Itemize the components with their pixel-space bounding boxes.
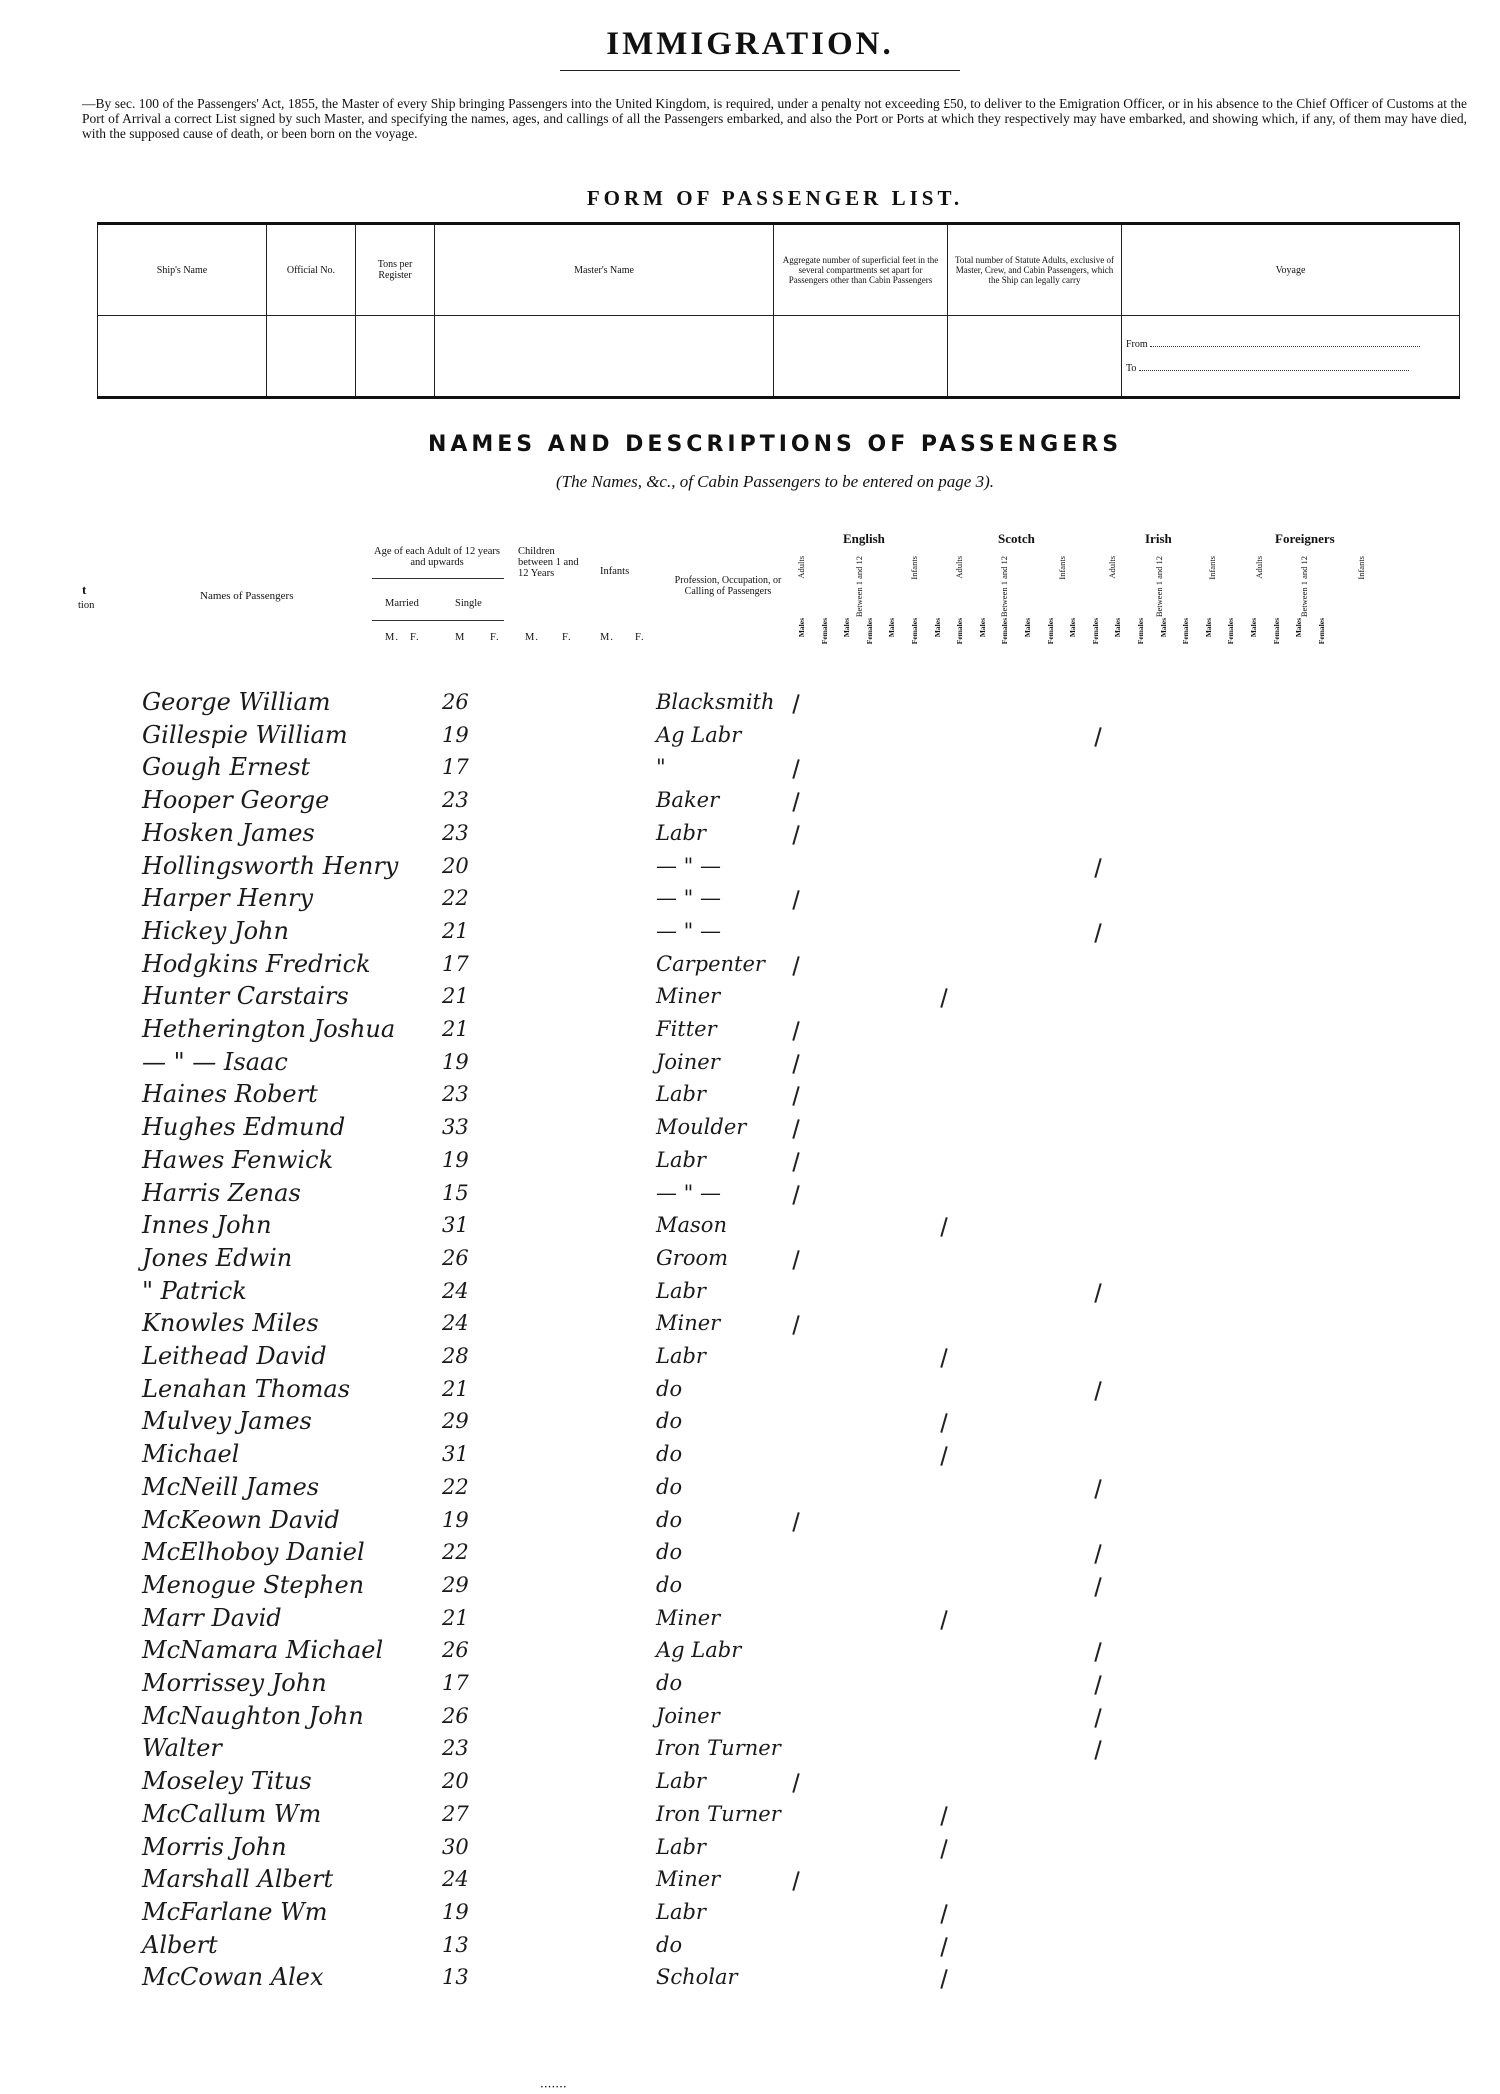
passenger-age: 17: [442, 755, 469, 780]
passenger-occupation: do: [656, 1376, 683, 1401]
nationality-tick-mark: [1094, 1479, 1101, 1499]
passenger-occupation: Labr: [656, 820, 706, 845]
sex-label: Females: [1181, 618, 1191, 645]
mf-infants-m: M.: [600, 632, 614, 643]
mf-children-m: M.: [525, 632, 539, 643]
passenger-occupation: Scholar: [656, 1965, 738, 1990]
passenger-age: 28: [442, 1344, 469, 1368]
scotch-infants: Infants: [1057, 556, 1067, 580]
nationality-tick-mark: [792, 890, 799, 910]
irish-infants: Infants: [1207, 556, 1217, 580]
passenger-age: 17: [442, 951, 469, 976]
statute-adults-cell[interactable]: [948, 316, 1122, 398]
col-tons: Tons per Register: [356, 224, 435, 316]
passenger-name: Innes John: [142, 1211, 272, 1240]
passenger-name: Hughes Edmund: [142, 1113, 346, 1142]
passenger-age: 24: [442, 1311, 469, 1336]
col-children: Children between 1 and 12 Years: [518, 546, 579, 579]
passenger-name: Hooper George: [142, 786, 330, 815]
nationality-tick-mark: [792, 1871, 799, 1891]
ship-details-table: [97, 222, 1460, 399]
col-master-name: Master's Name: [435, 224, 774, 316]
nationality-tick-mark: [1094, 727, 1101, 747]
nationality-tick-mark: [1094, 1577, 1101, 1597]
passenger-name: Gough Ernest: [142, 753, 311, 782]
passengers-section-subtitle: (The Names, &c., of Cabin Passengers to be entered on page 3).: [556, 472, 994, 491]
nationality-tick-mark: [940, 1937, 947, 1957]
passenger-occupation: do: [656, 1507, 683, 1532]
col-infants: Infants: [600, 566, 630, 577]
nationality-tick-mark: [940, 988, 947, 1008]
passenger-occupation: Labr: [656, 1344, 706, 1368]
passenger-name: Haines Robert: [142, 1080, 318, 1109]
passenger-occupation: Labr: [656, 1082, 706, 1107]
passenger-age: 23: [442, 788, 469, 813]
passenger-name: Hodgkins Fredrick: [142, 949, 371, 978]
passenger-occupation: Ag Labr: [656, 1638, 742, 1663]
passenger-occupation: Joiner: [656, 1703, 720, 1728]
col-profession: Profession, Occupation, or Calling of Passengers: [674, 575, 782, 597]
nationality-tick-mark: [792, 1773, 799, 1793]
passenger-occupation: do: [656, 1671, 683, 1695]
english-infants: Infants: [909, 556, 919, 580]
nationality-tick-mark: [1094, 1675, 1101, 1695]
passenger-occupation: — " —: [656, 853, 722, 878]
passenger-name: Hosken James: [142, 818, 315, 847]
passenger-name: McCallum Wm: [142, 1799, 322, 1828]
nationality-tick-mark: [940, 1610, 947, 1630]
nationality-tick-mark: [940, 1904, 947, 1924]
passenger-name: Marshall Albert: [142, 1865, 334, 1894]
passenger-occupation: — " —: [656, 1180, 722, 1205]
nationality-tick-mark: [1094, 1741, 1101, 1761]
passenger-age: 27: [442, 1801, 469, 1826]
sex-label: Males: [887, 618, 897, 638]
sex-label: Males: [1294, 618, 1304, 638]
passenger-name: McNamara Michael: [142, 1636, 384, 1665]
footer-dots: ·······: [540, 2080, 567, 2094]
passenger-name: Gillespie William: [142, 720, 348, 749]
passenger-name: Hickey John: [142, 916, 289, 945]
scotch-adults: Adults: [954, 556, 964, 579]
passenger-age: 21: [442, 1605, 469, 1630]
passenger-occupation: Miner: [656, 1605, 721, 1630]
passenger-age: 19: [442, 1049, 469, 1074]
nationality-tick-mark: [792, 792, 799, 812]
passenger-name: McElhoboy Daniel: [142, 1538, 365, 1567]
passenger-name: Hunter Carstairs: [142, 982, 349, 1011]
passenger-occupation: Carpenter: [656, 951, 765, 976]
group-irish: Irish: [1145, 531, 1172, 546]
nationality-tick-mark: [940, 1806, 947, 1826]
passenger-occupation: Miner: [656, 1311, 721, 1336]
passenger-name: Marr David: [142, 1603, 282, 1632]
passenger-occupation: Labr: [656, 1834, 706, 1859]
passenger-occupation: Labr: [656, 1147, 706, 1172]
col-official-no: Official No.: [267, 224, 356, 316]
passenger-name: Harper Henry: [142, 884, 313, 913]
passenger-name: McFarlane Wm: [142, 1897, 328, 1926]
passenger-occupation: Moulder: [656, 1115, 747, 1140]
sex-label: Males: [797, 618, 806, 638]
passenger-occupation: Labr: [656, 1769, 706, 1794]
col-married: Married: [385, 598, 419, 609]
nationality-tick-mark: [792, 1087, 799, 1107]
passenger-occupation: Miner: [656, 1867, 721, 1892]
voyage-to: To: [1126, 362, 1455, 374]
passenger-age: 33: [442, 1115, 469, 1140]
group-scotch: Scotch: [998, 531, 1035, 546]
passenger-age: 26: [442, 690, 469, 714]
passenger-age: 19: [442, 722, 469, 747]
passenger-age: 31: [442, 1213, 469, 1238]
nationality-tick-mark: [792, 825, 799, 845]
passenger-occupation: — " —: [656, 886, 722, 911]
sex-label: Females: [910, 618, 919, 645]
sex-label: Males: [1249, 618, 1258, 638]
nationality-tick-mark: [792, 1021, 799, 1041]
passenger-name: Harris Zenas: [142, 1178, 301, 1207]
passenger-occupation: Labr: [656, 1899, 706, 1924]
sex-label: Females: [1271, 618, 1281, 645]
sex-label: Males: [1203, 618, 1213, 638]
nationality-tick-mark: [1094, 858, 1101, 878]
passenger-age: 30: [442, 1834, 469, 1859]
nationality-tick-mark: [1094, 1381, 1101, 1401]
sex-label: Males: [1158, 618, 1168, 638]
nationality-tick-mark: [1094, 1642, 1101, 1662]
col-age-adult: Age of each Adult of 12 years and upwards: [374, 546, 500, 568]
foreigners-adults: Adults: [1254, 556, 1264, 579]
mf-children-f: F.: [562, 632, 572, 643]
passenger-occupation: Fitter: [656, 1017, 717, 1041]
tons-cell[interactable]: [356, 316, 435, 398]
passenger-name: Michael: [142, 1440, 240, 1469]
voyage-cell[interactable]: [1122, 316, 1460, 398]
sex-label: Females: [1090, 618, 1100, 645]
age-divider: [372, 578, 504, 579]
passenger-name: Menogue Stephen: [142, 1570, 365, 1599]
passenger-name: Mulvey James: [142, 1407, 312, 1436]
passenger-age: 15: [442, 1180, 469, 1205]
passenger-age: 29: [442, 1572, 469, 1597]
passenger-age: 20: [442, 1769, 469, 1794]
passenger-age: 13: [442, 1965, 469, 1990]
passenger-age: 17: [442, 1671, 469, 1695]
passenger-age: 23: [442, 820, 469, 845]
nationality-tick-mark: [1094, 1544, 1101, 1564]
passenger-name: McKeown David: [142, 1505, 340, 1534]
sex-label: Females: [1045, 618, 1055, 645]
passenger-age: 13: [442, 1932, 469, 1957]
passenger-occupation: do: [656, 1409, 683, 1434]
passenger-occupation: Iron Turner: [656, 1801, 781, 1826]
nationality-tick-mark: [940, 1348, 947, 1368]
mf-single-f: F.: [490, 632, 500, 643]
passenger-age: 21: [442, 984, 469, 1009]
col-statute-adults: Total number of Statute Adults, exclusive of Master, Crew, and Cabin Passengers, which the Ship can legally carry: [948, 224, 1122, 316]
nationality-tick-mark: [792, 1512, 799, 1532]
nationality-tick-mark: [1094, 1708, 1101, 1728]
passenger-name: Hetherington Joshua: [142, 1015, 396, 1043]
mf-infants-f: F.: [635, 632, 645, 643]
master-name-cell[interactable]: [435, 316, 774, 398]
passenger-age: 29: [442, 1409, 469, 1434]
passenger-name: McCowan Alex: [142, 1963, 324, 1992]
nationality-tick-mark: [792, 694, 799, 714]
voyage-from: From: [1126, 338, 1455, 350]
passenger-occupation: Iron Turner: [656, 1736, 781, 1761]
passenger-name: Jones Edwin: [142, 1243, 293, 1272]
col-ship-name: Ship's Name: [98, 224, 267, 316]
sex-label: Males: [977, 618, 987, 638]
passenger-age: 26: [442, 1703, 469, 1728]
passenger-name: Leithead David: [142, 1342, 327, 1370]
passenger-occupation: Groom: [656, 1245, 729, 1270]
sex-label: Females: [819, 618, 829, 645]
passenger-age: 21: [442, 1376, 469, 1401]
passenger-name: " Patrick: [142, 1276, 247, 1305]
nationality-tick-mark: [792, 1185, 799, 1205]
passenger-name: — " — Isaac: [142, 1047, 288, 1076]
passenger-age: 24: [442, 1278, 469, 1303]
left-edge-fragment: t: [82, 582, 87, 597]
passenger-occupation: do: [656, 1442, 683, 1467]
nationality-tick-mark: [792, 956, 799, 976]
group-english: English: [843, 531, 885, 546]
title-divider: [560, 70, 960, 71]
passenger-occupation: Blacksmith: [656, 690, 775, 714]
passenger-occupation: do: [656, 1572, 683, 1597]
sex-label: Females: [1316, 618, 1326, 645]
mf-married-f: F.: [410, 632, 420, 643]
passenger-occupation: Joiner: [656, 1049, 720, 1074]
passenger-name: George William: [142, 688, 331, 716]
sex-label: Males: [842, 618, 852, 638]
passenger-age: 22: [442, 1474, 469, 1499]
superficial-feet-cell[interactable]: [774, 316, 948, 398]
passenger-name: Moseley Titus: [142, 1767, 312, 1796]
passenger-occupation: — " —: [656, 918, 722, 943]
group-foreigners: Foreigners: [1275, 531, 1335, 546]
passenger-occupation: Baker: [656, 788, 720, 813]
passenger-age: 20: [442, 853, 469, 878]
passenger-age: 23: [442, 1736, 469, 1761]
passenger-name: Morrissey John: [142, 1669, 327, 1697]
form-title: FORM OF PASSENGER LIST.: [586, 186, 964, 210]
passenger-age: 21: [442, 918, 469, 943]
passenger-occupation: do: [656, 1474, 683, 1499]
nationality-tick-mark: [940, 1414, 947, 1434]
sex-label: Females: [864, 618, 874, 645]
passenger-age: 19: [442, 1507, 469, 1532]
passenger-age: 19: [442, 1899, 469, 1924]
foreigners-between: Between 1 and 12: [1299, 556, 1309, 618]
passengers-section-title: NAMES AND DESCRIPTIONS OF PASSENGERS: [427, 432, 1123, 457]
passenger-age: 22: [442, 1540, 469, 1565]
passenger-age: 24: [442, 1867, 469, 1892]
nationality-tick-mark: [1094, 1283, 1101, 1303]
passenger-name: Morris John: [142, 1832, 287, 1861]
english-adults: Adults: [796, 556, 806, 579]
sex-label: Females: [1226, 618, 1236, 645]
passenger-age: 23: [442, 1082, 469, 1107]
ship-name-cell[interactable]: [98, 316, 267, 398]
nationality-tick-mark: [792, 1250, 799, 1270]
passenger-occupation: Ag Labr: [656, 722, 742, 747]
passenger-occupation: do: [656, 1932, 683, 1957]
sex-label: Females: [1000, 618, 1010, 645]
english-between: Between 1 and 12: [854, 556, 864, 618]
sex-label: Males: [932, 618, 942, 638]
nationality-tick-mark: [1094, 923, 1101, 943]
passenger-occupation: Mason: [656, 1213, 727, 1238]
foreigners-infants: Infants: [1356, 556, 1366, 580]
irish-between: Between 1 and 12: [1154, 556, 1164, 618]
sex-label: Females: [1136, 618, 1145, 645]
passenger-name: McNaughton John: [142, 1701, 364, 1730]
nationality-tick-mark: [792, 760, 799, 780]
passenger-name: Albert: [142, 1930, 218, 1959]
preamble-text: —By sec. 100 of the Passengers' Act, 1855, the Master of every Ship bringing Passengers into the United Kingdom, is required, under a penalty not exceeding £50, to deliver to the Emigration Officer, or in his absence to the Chief Officer of Customs at the Port of Arrival a correct List signed by such Master, and specifying the names, ages, and callings of all the Passengers embarked, and also the Port or Ports at which they respectively may have embarked, and showing which, if any, of them may have died, with the supposed cause of death, or been born on the voyage.: [82, 96, 1467, 141]
passenger-name: Lenahan Thomas: [142, 1374, 351, 1403]
age-divider-2: [372, 620, 504, 621]
passenger-occupation: do: [656, 1540, 683, 1565]
passenger-name: Hollingsworth Henry: [142, 851, 399, 880]
passenger-occupation: Labr: [656, 1278, 706, 1303]
irish-adults: Adults: [1107, 556, 1117, 579]
nationality-tick-mark: [940, 1839, 947, 1859]
passenger-age: 31: [442, 1442, 469, 1467]
col-voyage: Voyage: [1122, 224, 1460, 316]
passenger-occupation: Miner: [656, 984, 721, 1009]
sex-label: Females: [955, 618, 965, 645]
col-single: Single: [455, 598, 482, 609]
passenger-age: 21: [442, 1017, 469, 1041]
passenger-age: 19: [442, 1147, 469, 1172]
left-edge-fragment-2: tion: [78, 600, 95, 611]
official-no-cell[interactable]: [267, 316, 356, 398]
nationality-tick-mark: [940, 1969, 947, 1989]
passenger-name: McNeill James: [142, 1472, 320, 1501]
passenger-name: Hawes Fenwick: [142, 1145, 334, 1174]
passenger-age: 26: [442, 1638, 469, 1663]
sex-label: Males: [1023, 618, 1032, 638]
nationality-tick-mark: [792, 1119, 799, 1139]
passenger-name: Knowles Miles: [142, 1309, 319, 1338]
scotch-between: Between 1 and 12: [999, 556, 1009, 618]
mf-married-m: M.: [385, 632, 399, 643]
passenger-age: 26: [442, 1245, 469, 1270]
col-superficial-feet: Aggregate number of superficial feet in the several compartments set apart for Passengers other than Cabin Passengers: [774, 224, 948, 316]
nationality-tick-mark: [792, 1054, 799, 1074]
passenger-occupation: ": [656, 755, 666, 780]
sex-label: Males: [1068, 618, 1078, 638]
sex-label: Males: [1113, 618, 1123, 638]
page-title: IMMIGRATION.: [606, 26, 894, 62]
passenger-age: 22: [442, 886, 469, 911]
nationality-tick-mark: [792, 1315, 799, 1335]
col-names-of-passengers: Names of Passengers: [200, 590, 294, 602]
passenger-name: Walter: [142, 1734, 222, 1763]
mf-single-m: M: [455, 632, 466, 643]
nationality-tick-mark: [940, 1217, 947, 1237]
nationality-tick-mark: [792, 1152, 799, 1172]
nationality-tick-mark: [940, 1446, 947, 1466]
